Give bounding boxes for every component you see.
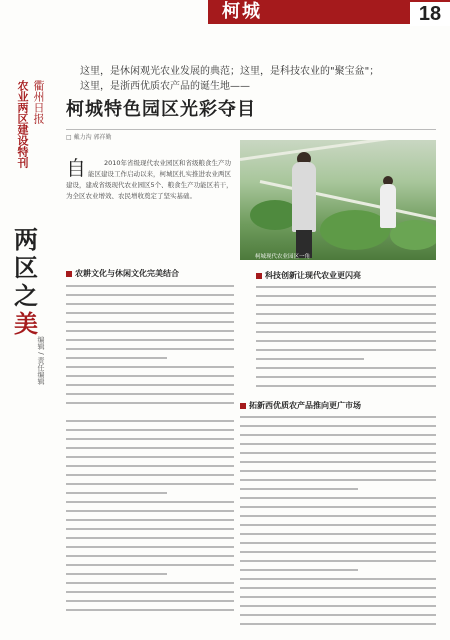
- text-line: [66, 510, 234, 512]
- section-char-3: 之: [14, 281, 38, 310]
- text-line: [240, 614, 436, 616]
- text-line: [66, 348, 234, 350]
- text-line: [256, 367, 436, 369]
- text-line: [240, 470, 436, 472]
- text-line: [66, 582, 234, 584]
- text-line: [66, 393, 234, 395]
- brand-title: 农业两区建设特刊: [16, 80, 29, 168]
- drop-cap: 自: [66, 156, 86, 180]
- text-line: [240, 479, 436, 481]
- text-line: [240, 497, 436, 499]
- text-line: [240, 551, 436, 553]
- text-line: [256, 304, 436, 306]
- text-line: [240, 578, 436, 580]
- text-line: [256, 295, 436, 297]
- text-line: [66, 501, 234, 503]
- meta-info: 编辑 / 责任编辑: [37, 336, 45, 385]
- body-column-1: [66, 285, 234, 411]
- text-line: [66, 357, 167, 359]
- text-line: [240, 623, 436, 625]
- text-line: [66, 420, 234, 422]
- text-line: [66, 537, 234, 539]
- text-line: [66, 483, 234, 485]
- text-line: [240, 416, 436, 418]
- photo-frame-beam: [240, 140, 436, 161]
- text-line: [240, 434, 436, 436]
- text-line: [256, 322, 436, 324]
- text-line: [66, 438, 234, 440]
- text-line: [256, 313, 436, 315]
- text-line: [256, 376, 436, 378]
- text-line: [240, 569, 358, 571]
- photo-caption: 柯城现代农业园区一角: [255, 254, 311, 260]
- text-line: [240, 443, 436, 445]
- text-line: [256, 358, 364, 360]
- header-logo: 柯城: [222, 1, 262, 22]
- text-line: [66, 591, 234, 593]
- text-line: [66, 402, 234, 404]
- body-column-2: [256, 286, 436, 394]
- photo-person: [380, 184, 396, 228]
- text-line: [240, 524, 436, 526]
- text-line: [66, 573, 167, 575]
- text-line: [66, 312, 234, 314]
- brand-paper: 衢州日报: [32, 80, 45, 124]
- text-line: [66, 339, 234, 341]
- text-line: [66, 366, 234, 368]
- section-char-4: 美: [14, 309, 38, 338]
- headline: 柯城特色园区光彩夺目: [66, 99, 256, 120]
- text-line: [66, 465, 234, 467]
- section-heading-2: 科技创新让现代农业更闪亮: [256, 270, 361, 281]
- greenhouse-photo: [240, 140, 436, 260]
- body-column-3: [66, 420, 234, 618]
- section-heading-1: 农耕文化与休闲文化完美结合: [66, 268, 179, 279]
- text-line: [66, 330, 234, 332]
- intro-paragraph: [66, 158, 236, 202]
- section-char-1: 两: [14, 225, 38, 254]
- text-line: [240, 515, 436, 517]
- text-line: [256, 385, 436, 387]
- text-line: [66, 609, 234, 611]
- text-line: [240, 605, 436, 607]
- page-number: 18: [410, 2, 450, 26]
- intro-text: 2010年省级现代农业园区和省级粮食生产功能区建设工作启动以来，柯城区扎实推进农业两区建设，建成省级现代农业园区5个、粮食生产功能区若干，为全区农业增效、农民增收奠定了坚实基础。: [66, 159, 233, 200]
- byline: □ 戴力沟 郭祥勤: [66, 134, 112, 141]
- text-line: [66, 564, 234, 566]
- text-line: [66, 285, 234, 287]
- text-line: [240, 461, 436, 463]
- text-line: [240, 506, 436, 508]
- text-line: [66, 429, 234, 431]
- text-line: [240, 560, 436, 562]
- quote-line-1: 这里，是休闲观光农业发展的典范；这里，是科技农业的"聚宝盆"；: [80, 66, 380, 77]
- text-line: [66, 294, 234, 296]
- section-title: [14, 226, 44, 338]
- text-line: [240, 425, 436, 427]
- text-line: [66, 384, 234, 386]
- section-heading-3: 拓新西优质农产品推向更广市场: [240, 400, 361, 411]
- text-line: [256, 349, 436, 351]
- body-column-4: [240, 416, 436, 632]
- text-line: [240, 587, 436, 589]
- photo-person: [292, 162, 316, 232]
- text-line: [240, 596, 436, 598]
- text-line: [66, 492, 167, 494]
- text-line: [66, 600, 234, 602]
- text-line: [240, 542, 436, 544]
- text-line: [66, 474, 234, 476]
- quote-line-2: 这里，是浙西优质农产品的诞生地——: [80, 81, 250, 92]
- text-line: [66, 447, 234, 449]
- text-line: [240, 488, 358, 490]
- text-line: [66, 519, 234, 521]
- text-line: [66, 375, 234, 377]
- text-line: [66, 528, 234, 530]
- lead-quote: [80, 64, 430, 94]
- text-line: [256, 331, 436, 333]
- text-line: [66, 321, 234, 323]
- text-line: [66, 456, 234, 458]
- text-line: [66, 546, 234, 548]
- title-rule: [66, 129, 436, 130]
- left-column: [14, 36, 48, 626]
- text-line: [256, 286, 436, 288]
- text-line: [66, 303, 234, 305]
- section-char-2: 区: [14, 253, 38, 282]
- photo-foliage: [390, 220, 436, 250]
- text-line: [256, 340, 436, 342]
- text-line: [240, 452, 436, 454]
- text-line: [240, 533, 436, 535]
- text-line: [66, 555, 234, 557]
